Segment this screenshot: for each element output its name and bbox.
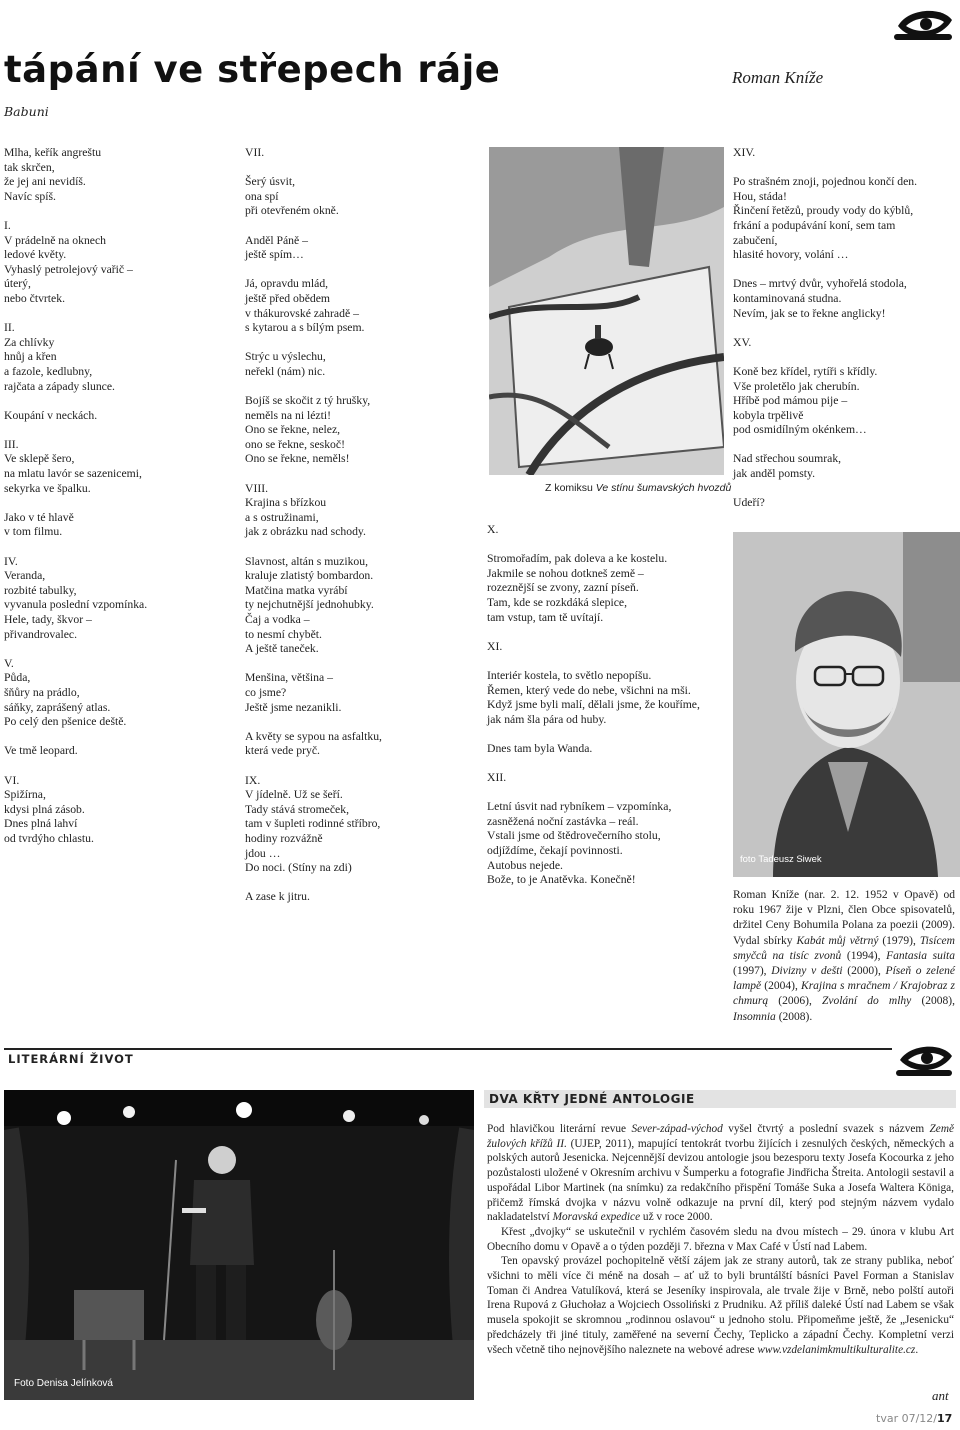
- stanza: Šerý úsvit, ona spí při otevřeném okně.: [245, 175, 339, 218]
- author-bio: [733, 888, 955, 1025]
- stanza: Jako v té hlavě v tom filmu.: [4, 510, 74, 539]
- article-text: Ten opavský provázel pochopitelně větší zájem jak ze strany autorů, tak ze strany publika, neboť všichni to měli více či méně na dosah – ať už to byli bruntálští básníci Pavel Forman a Stanislav Toman či Andrea Vatulíková, která se Jeseníky inspirovala, ale trvale žije v Brně, nebo polští autoři Irena Rupová z Głuchołaz a Wojciech Ossoliński z Prudniku. Až příliš daleké Ústí nad Labem se však musela spokojit se skromnou „rodinnou oslavou“ u jednoho stolu. Připomeňme ještě, že „Jesenicku“ předcházely tři jiné tituly, zaměřené na severní Čechy, Teplicko a západní Čechy. Kompletní verzi všech včetně tiho nejnovějšího naleznete na webové adrese: [487, 1255, 954, 1356]
- bio-text: (2008),: [911, 995, 955, 1008]
- section-number: VII.: [245, 146, 265, 159]
- stanza: A květy se sypou na asfaltku, která vede pryč.: [245, 729, 382, 758]
- eye-logo-icon: [888, 4, 956, 50]
- article-signature: ant: [932, 1388, 949, 1403]
- bio-text: Roman Kníže (nar. 2. 12. 1952 v Opavě) od roku 1967 žije v Plzni, člen Obce spisovatelů, držitel Ceny Bohumila Polana za poezii (2009). Vydal sbírky: [733, 889, 955, 947]
- page-folio: [876, 1412, 952, 1425]
- stanza: Po strašném znoji, pojednou končí den. Hou, stáda! Řinčení řetězů, proudy vody do kýblů, frkání a podupávání koní, sem tam zabučení, hlasité hovory, volání …: [733, 175, 918, 262]
- article-body: [487, 1122, 954, 1357]
- event-photo: [4, 1090, 474, 1400]
- illustration-caption-title: Ve stínu šumavských hvozdů: [595, 482, 732, 494]
- article-italic: Sever-západ-východ: [631, 1123, 723, 1135]
- author-portrait-drawing: [733, 532, 960, 877]
- bio-text: (1979),: [878, 934, 920, 947]
- book-title: Píseň o zelené lampě: [733, 965, 955, 993]
- stanza: Anděl Páně – ještě spím…: [245, 233, 308, 262]
- poem-column-4: [733, 146, 958, 525]
- section-number: VI.: [4, 773, 20, 787]
- section-number: II.: [4, 321, 15, 335]
- stanza: Veranda, rozbité tabulky, vyvanula poslední vzpomínka. Hele, tady, škvor – přivandrovalec.: [4, 569, 148, 641]
- stanza: Bojíš se skočit z tý hrušky, neměls na ni lézti! Ono se řekne, nelez, ono se řekne, seskoč! Ono se řekne, neměls!: [245, 394, 371, 466]
- stanza: Strýc u výslechu, neřekl (nám) nic.: [245, 350, 326, 378]
- poem-column-3: [487, 523, 727, 902]
- stanza: Letní úsvit nad rybníkem – vzpomínka, zasněžená noční zastávka – reál. Vstali jsme od štědrovečerního stolu, odjíždíme, čekají povinnosti. Autobus nejede. Bože, to je Anatěvka. Konečně!: [487, 800, 672, 887]
- book-title: Insomnia: [733, 1010, 776, 1023]
- stanza: Ve tmě leopard.: [4, 744, 78, 758]
- illustration-caption-prefix: Z komiksu: [545, 482, 596, 494]
- bio-text: (2004),: [761, 980, 802, 993]
- section-number: XIV.: [733, 146, 756, 159]
- author-name: Roman Kníže: [732, 68, 824, 87]
- stanza: Já, opravdu mlád, ještě před obědem v thákurovské zahradě – s kytarou a s bílým psem.: [245, 277, 365, 335]
- comic-illustration-drawing: [489, 147, 724, 475]
- section-number: IX.: [245, 773, 261, 787]
- section-number: III.: [4, 437, 19, 451]
- illustration-caption: [545, 482, 731, 494]
- page-number: 17: [937, 1412, 953, 1425]
- stanza: Koně bez křídel, rytíři s křídly. Vše proletělo jak cherubín. Hříbě pod mámou pije – kobyla trpělivě pod osmidílným okénkem…: [733, 364, 878, 437]
- stanza: Dnes – mrtvý dvůr, vyhořelá stodola, kontaminovaná studna. Nevím, jak se to řekne anglicky!: [733, 277, 907, 320]
- article-title: tápání ve střepech ráje: [4, 48, 501, 91]
- bio-text: (2000),: [842, 965, 886, 978]
- poem-column-1: [4, 146, 234, 861]
- stanza: Ve sklepě šero, na mlatu lavór se sazenicemi, sekyrka ve špalku.: [4, 452, 142, 495]
- article-text: Pod hlavičkou literární revue: [487, 1123, 632, 1135]
- section-number: XI.: [487, 639, 503, 653]
- stanza: V prádelně na oknech ledové květy. Vyhaslý petrolejový vařič – úterý, nebo čtvrtek.: [4, 233, 133, 305]
- book-title: Krajina s mračnem / Krajobraz z chmurą: [733, 980, 955, 1008]
- event-stage-drawing: [4, 1090, 474, 1400]
- dedication: Babuni: [4, 104, 49, 119]
- bio-text: (2006),: [768, 995, 822, 1008]
- stanza: Udeří?: [733, 496, 765, 510]
- bio-text: (2008).: [775, 1010, 813, 1023]
- stanza: Půda, šňůry na prádlo, sáňky, zaprášený atlas. Po celý den pšenice deště.: [4, 671, 127, 729]
- eye-logo-icon: [892, 1038, 956, 1082]
- section-number: V.: [4, 656, 14, 670]
- article-link[interactable]: www.vzdelanimkmultikulturalite.cz: [757, 1343, 916, 1356]
- stanza: Mlha, keřík angreštu tak skrčen, že jej ani nevidíš. Navíc spíš.: [4, 146, 102, 203]
- author-photo-caption: foto Tadeusz Siwek: [740, 854, 822, 865]
- article-heading: DVA KŘTY JEDNÉ ANTOLOGIE: [489, 1092, 695, 1106]
- poem-column-2: [245, 146, 481, 919]
- article-text: už v roce 2000.: [640, 1211, 713, 1224]
- stanza: Koupání v neckách.: [4, 408, 98, 422]
- article-italic: Moravská expedice: [552, 1211, 641, 1224]
- stanza: Menšina, většina – co jsme? Ještě jsme nezanikli.: [245, 671, 342, 714]
- stanza: Interiér kostela, to světlo nepopíšu. Řemen, který vede do nebe, všichni na mši. Když jsme byli malí, dělali jsme, že kouříme, jak nám šla pára od huby.: [487, 668, 700, 726]
- section-number: VIII.: [245, 481, 269, 495]
- article-italic: Země žulových křížů II.: [487, 1123, 954, 1150]
- stanza: Spižírna, kdysi plná zásob. Dnes plná lahví od tvrdýho chlastu.: [4, 788, 94, 845]
- stanza: Stromořadím, pak doleva a ke kostelu. Jakmile se nohou dotkneš země – rozeznější se zvony, zazní píseň. Tam, kde se rozkdáká slepice, tam vstup, tam tě uvítají.: [487, 552, 668, 624]
- book-title: Fantasia suita: [886, 949, 955, 962]
- stanza: Krajina s břízkou a s ostružinami, jak z obrázku nad schody.: [245, 496, 366, 539]
- article-text: .: [915, 1343, 919, 1356]
- book-title: Zvolání do mlhy: [821, 995, 912, 1008]
- stanza: Nad střechou soumrak, jak anděl pomsty.: [733, 452, 842, 481]
- book-title: Divizny v dešti: [771, 965, 843, 978]
- bio-text: (1994),: [841, 949, 887, 962]
- section-number: X.: [487, 523, 499, 536]
- section-number: IV.: [4, 554, 18, 568]
- stanza: V jídelně. Už se šeří. Tady stává stromeček, tam v šupleti rodinné stříbro, hodiny rozvážně jdou … Do noci. (Stíny na zdi): [245, 788, 381, 875]
- section-number: XII.: [487, 771, 507, 785]
- comic-illustration: [489, 147, 724, 475]
- folio-prefix: tvar 07/12/: [876, 1412, 937, 1425]
- book-title: Tisícem smyčců na tisíc zvonů: [733, 934, 955, 962]
- stanza: A zase k jitru.: [245, 890, 310, 904]
- section-number: XV.: [733, 335, 752, 349]
- section-label: LITERÁRNÍ ŽIVOT: [8, 1052, 140, 1066]
- article-paragraph: Křest „dvojky“ se uskutečnil v rychlém časovém sledu na dvou místech – 29. února v klubu Art Obecního domu v Opavě a o týden později 7. března v Max Café v Ústí nad Labem.: [487, 1225, 954, 1253]
- stanza: Za chlívky hnůj a křen a fazole, kedlubny, rajčata a západy slunce.: [4, 335, 115, 393]
- author-photo: [733, 532, 960, 877]
- event-photo-caption: Foto Denisa Jelínková: [14, 1378, 113, 1389]
- section-number: I.: [4, 218, 11, 232]
- article-text: (UJEP, 2011), mapující tentokrát tvorbu žijících i zesnulých českých, německých a polských autorů Jesenicka. Nejcennější devizou antologie jsou bezesporu texty Josefa Kocourka z jeho pozůstalosti uložené v Okresním archivu v Šumperku a fotografie Jindřicha Štreita. Antologii sestavil a uspořádal Libor Martinek (na snímku) za redakčního přispění Tomáše Suka a Josefa Waltera Königa, přičemž římská dvojka v názvu volně odkazuje na první díl, který pod stejným názvem vydalo nakladatelství: [487, 1137, 954, 1224]
- bio-text: (1997),: [733, 965, 772, 978]
- article-text: vyšel čtvrtý a poslední svazek s názvem: [722, 1123, 930, 1135]
- book-title: Kabát můj větrný: [796, 934, 879, 947]
- article-paragraph: [487, 1254, 954, 1357]
- article-paragraph: [487, 1122, 954, 1225]
- stanza: Slavnost, altán s muzikou, kraluje zlatistý bombardon. Matčina matka vyrábí ty nejchutnější jednohubky. Čaj a vodka – to nesmí chybět. A ještě taneček.: [245, 554, 374, 656]
- stanza: Dnes tam byla Wanda.: [487, 741, 593, 755]
- section-divider: [4, 1048, 956, 1050]
